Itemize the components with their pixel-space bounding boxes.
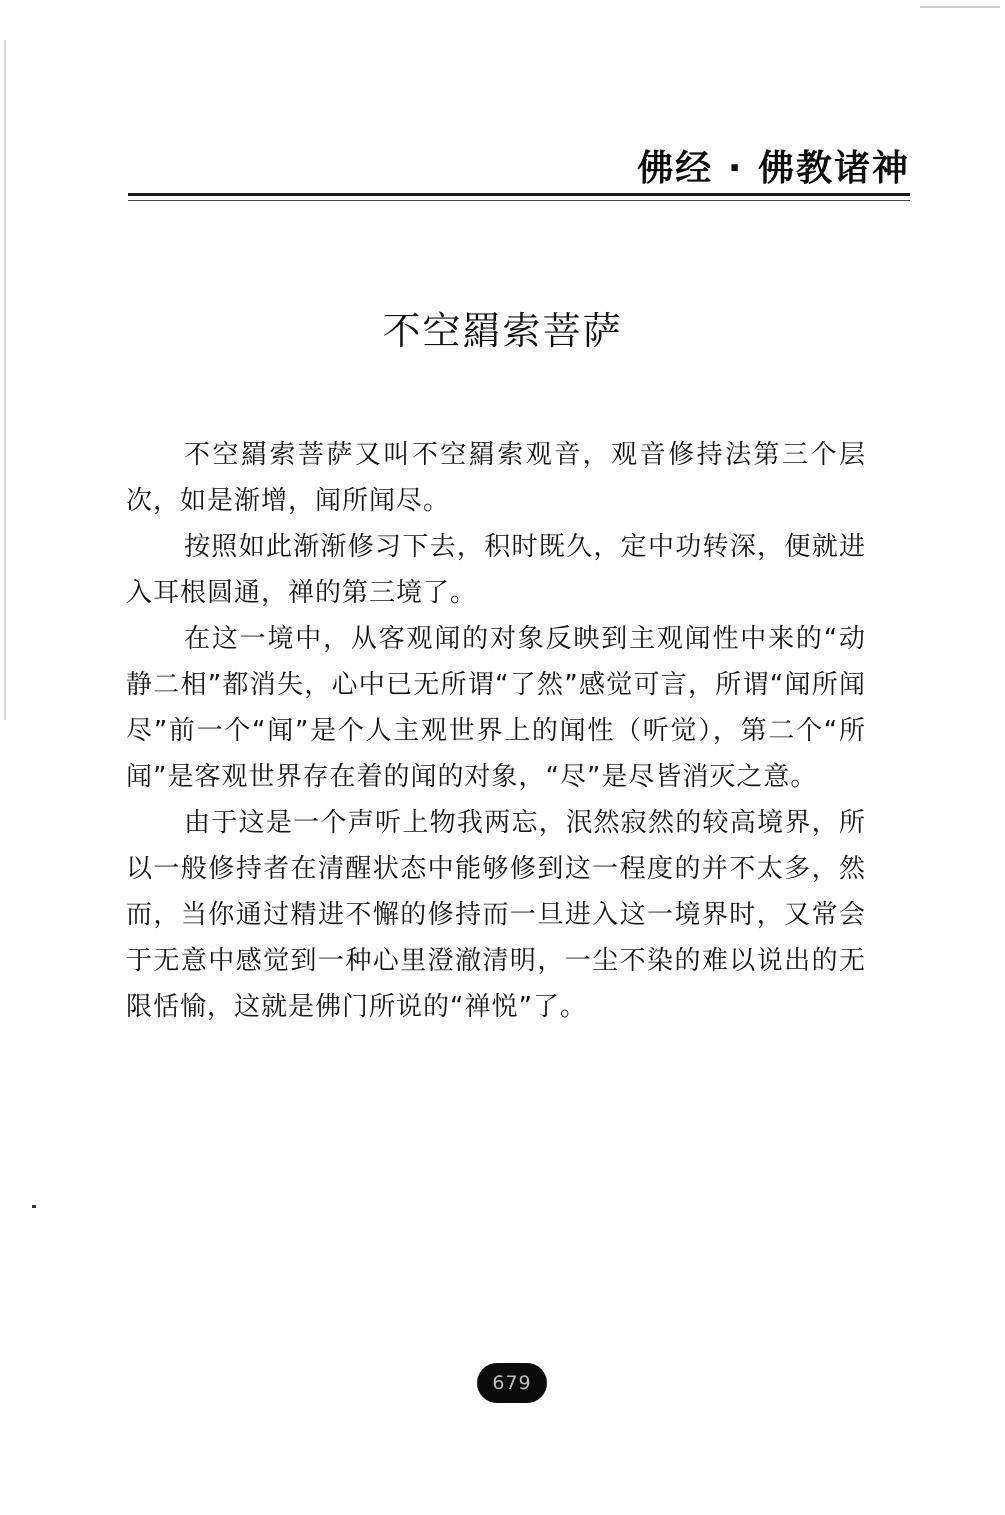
running-header-title: 佛经 · 佛教诸神 [637, 148, 910, 189]
scan-top-edge [920, 6, 1000, 8]
paragraph-1: 不空羂索菩萨又叫不空羂索观音，观音修持法第三个层次，如是渐增，闻所闻尽。 [126, 440, 866, 516]
article-body [126, 432, 866, 1030]
page-number-badge: 679 [477, 1363, 547, 1403]
article-title: 不空羂索菩萨 [382, 309, 623, 353]
header-rule-thick [128, 193, 910, 196]
paragraph-2: 按照如此渐渐修习下去，积时既久，定中功转深，便就进入耳根圆通，禅的第三境了。 [126, 532, 866, 608]
scan-speck [32, 1205, 36, 1208]
header-rule-thin [128, 200, 910, 201]
paragraph-4: 由于这是一个声听上物我两忘，泯然寂然的较高境界，所以一般修持者在清醒状态中能够修到这一程度的并不太多，然而，当你通过精进不懈的修持而一旦进入这一境界时，又常会于无意中感觉到一种心里澄澈清明，一尘不染的难以说出的无限恬愉，这就是佛门所说的“禅悦”了。 [126, 808, 866, 1022]
scan-left-edge [4, 40, 6, 720]
paragraph-3: 在这一境中，从客观闻的对象反映到主观闻性中来的“动静二相”都消失，心中已无所谓“了然”感觉可言，所谓“闻所闻尽”前一个“闻”是个人主观世界上的闻性（听觉），第二个“所闻”是客观世界存在着的闻的对象，“尽”是尽皆消灭之意。 [126, 624, 866, 792]
